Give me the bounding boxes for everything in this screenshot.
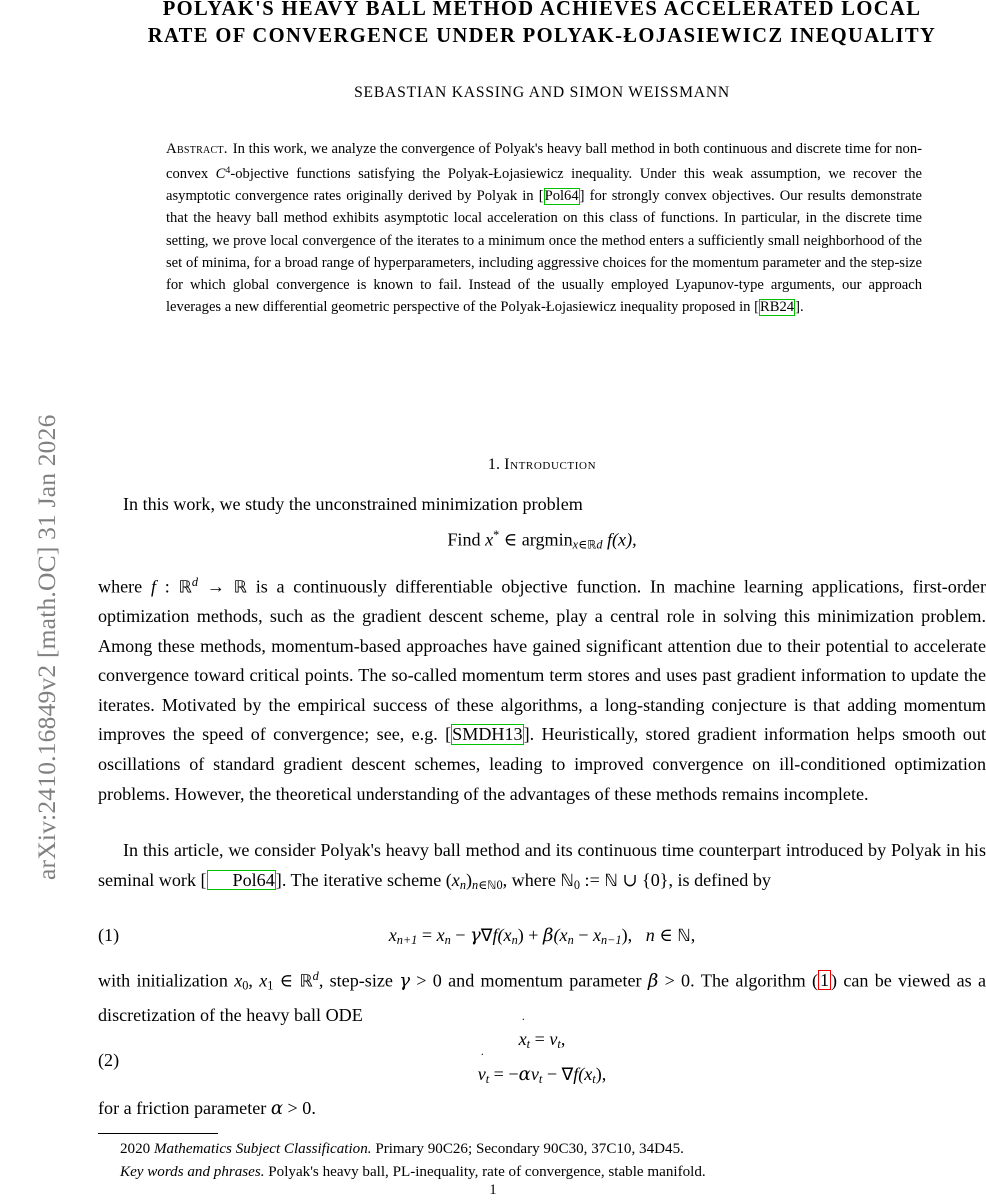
eq-find-sub-x: x	[572, 537, 579, 552]
abstract-text-part-2: -objective functions satisfying the Polyak-Łojasiewicz inequality. Under this weak assumption, we recover the asymptotic convergence rates originally derived by Polyak in	[166, 166, 922, 205]
math-seq-index-n: n	[472, 877, 479, 892]
math-beta-positive: > 0	[658, 970, 691, 991]
eq-find-argmin: argmin	[521, 529, 573, 550]
display-equation-1	[98, 925, 986, 948]
section-title: Introduction	[504, 455, 597, 473]
eq1-x: x	[388, 925, 397, 945]
eq2-minus-2: −	[542, 1064, 562, 1085]
math-seq-open: (	[445, 869, 452, 890]
eq2-x: x	[518, 1029, 527, 1049]
cite-bracket-open-smdh13: [	[445, 724, 452, 745]
math-gamma-positive: > 0	[410, 970, 442, 991]
author-list: SEBASTIAN KASSING AND SIMON WEISSMANN	[354, 84, 730, 101]
eq1-gamma: γ	[470, 925, 481, 946]
eq1-minus-2: −	[573, 925, 593, 945]
math-x0: x	[234, 970, 243, 991]
display-equation-find	[98, 528, 986, 553]
footnote-keywords	[120, 1161, 980, 1184]
eq2-nabla: ∇	[561, 1065, 574, 1086]
math-arrow: →	[198, 576, 234, 597]
eq1-cond-in: ∈	[654, 925, 678, 945]
cite-bracket-close-rb24: ].	[795, 298, 804, 315]
eq-find-sub-reals: ℝ	[587, 537, 597, 552]
eq1-equals: =	[417, 925, 437, 945]
para-friction-text-2: .	[311, 1098, 316, 1118]
abstract-text-part-3: for strongly convex objectives. Our results demonstrate that the heavy ball method exhibits asymptotic local acceleration on this class of functions. In particular, in the discrete time setting, we prove local convergence of the iterates to a minimum once the method enters a sufficiently small neighborhood of the set of minima, for a broad range of hyperparameters, including aggressive choices for the momentum parameter and the step-size for which global convergence is known to fail. Instead of the usually employed Lyapunov-type arguments, our approach leverages a new differential geometric perspective of the Polyak-Łojasiewicz inequality proposed in	[166, 188, 923, 315]
eq2-line1-end: ,	[560, 1029, 566, 1049]
eq-find-in: ∈	[503, 529, 518, 550]
eq2-x-sub: t	[526, 1037, 531, 1052]
math-reals-domain: ℝ	[178, 576, 192, 597]
eq1-xn-sub-3: n	[567, 933, 574, 948]
eq1-f: f	[492, 925, 498, 945]
math-beta-momentum: β	[647, 970, 659, 992]
para-article-text-2: . The iterative scheme	[281, 869, 446, 890]
eq1-xn: x	[436, 925, 445, 945]
eq1-close-2: ),	[621, 925, 633, 945]
math-alpha-positive: > 0	[283, 1098, 312, 1118]
citation-link-pol64[interactable]: Pol64	[544, 188, 579, 205]
math-alpha-friction: α	[270, 1098, 284, 1119]
footnote-keywords-label: Key words and phrases.	[120, 1163, 265, 1180]
eq-find-arg: (x),	[612, 529, 637, 550]
para-where-text-3: . Heuristically, stored gradient information helps smooth out oscillations of standard gradient descent schemes, leading to improved convergence on ill-conditioned optimization problems. However, the theoretical understanding of the advantages of these methods remains incomplete.	[98, 724, 986, 804]
section-heading-introduction	[98, 455, 986, 474]
paragraph-intro-lead: In this work, we study the unconstrained minimization problem	[123, 494, 583, 514]
eq2-vdot-sub: t	[485, 1072, 490, 1087]
dot-accent-v: ˙	[480, 1050, 485, 1066]
arxiv-stamp-text: arXiv:2410.16849v2 [math.OC] 31 Jan 2026	[32, 414, 61, 880]
paragraph-friction-parameter	[98, 1094, 986, 1124]
eq-find-star: *	[493, 528, 500, 542]
equation-2-tag: (2)	[98, 1050, 120, 1070]
footnote-keywords-text: Polyak's heavy ball, PL-inequality, rate of convergence, stable manifold.	[264, 1163, 706, 1180]
eq1-minus: −	[450, 925, 471, 945]
equation-1-tag: (1)	[98, 925, 120, 945]
eq1-open-xn: (x	[497, 925, 512, 945]
para-where-text-1: where	[98, 576, 151, 597]
equation-1-body	[98, 925, 986, 948]
para-article-text-3: , where	[502, 869, 561, 890]
equation-2-line-2	[98, 1050, 986, 1094]
math-assign: :=	[580, 869, 605, 890]
math-seq-index-naturals: ℕ	[487, 877, 497, 892]
math-naturals: ℕ	[604, 869, 618, 890]
eq1-xn-sub-2: n	[511, 933, 518, 948]
eq1-xn-sub: n	[444, 933, 451, 948]
eq2-open-xt: (x	[578, 1064, 593, 1085]
eq1-cond-naturals: ℕ	[677, 925, 691, 945]
math-in-2: ∈	[273, 970, 300, 991]
eq1-x-nm1: x	[593, 925, 602, 945]
math-seq-close: )	[465, 869, 473, 890]
eq-find-x: x	[485, 529, 494, 550]
eq-find-sub-d: d	[596, 537, 603, 552]
para-where-text-2: is a continuously differentiable objective function. In machine learning applications, first-order optimization methods, such as the gradient descent scheme, play a central role in solving this minimization problem. Among these methods, momentum-based approaches have gained significant attention due to their potential to accelerate convergence toward critical points. The so-called momentum term stores and uses past gradient information to update the iterates. Motivated by the empirical success of these algorithms, a long-standing conjecture is that adding momentum improves the speed of convergence; see, e.g.	[98, 576, 986, 745]
abstract-block	[166, 138, 922, 318]
eq1-close: )	[517, 925, 524, 945]
math-reals-init-dim: d	[312, 969, 319, 983]
eq2-minus-1: −	[508, 1064, 519, 1085]
math-seq-x: x	[451, 869, 460, 890]
eq2-xt-sub: t	[592, 1072, 596, 1087]
math-dim-d: d	[191, 575, 198, 589]
eq1-nabla: ∇	[480, 926, 493, 946]
math-colon: :	[155, 576, 179, 597]
eq2-v-sub: t	[557, 1037, 561, 1052]
citation-link-pol64-body[interactable]: Pol64	[207, 870, 276, 890]
para-with-text-4: . The algorithm (	[690, 970, 818, 991]
eq-find-sub-in: ∈	[578, 537, 588, 552]
math-seq-index-zero: 0	[496, 877, 503, 892]
math-x0-sub: 0	[242, 978, 249, 993]
math-seq-index-in: ∈	[478, 877, 488, 892]
title-line-2: RATE OF CONVERGENCE UNDER POLYAK-ŁOJASIEWICZ INEQUALITY	[147, 25, 937, 47]
eq2-v: v	[549, 1029, 558, 1049]
citation-link-rb24[interactable]: RB24	[760, 298, 795, 315]
eq2-vdot: v	[477, 1064, 486, 1085]
dot-accent-x: ˙	[521, 1014, 526, 1030]
math-zero-set: {0}	[642, 869, 669, 890]
math-cup: ∪	[617, 869, 643, 890]
page-title	[98, 0, 986, 50]
math-c4-exponent: 4	[225, 165, 231, 177]
para-with-text-5: ) can be viewed as a discretization of the heavy ball ODE	[98, 970, 986, 1026]
eq2-equals-1: =	[530, 1029, 550, 1049]
abstract-text-part-1: In this work, we analyze the convergence of Polyak's heavy ball method in both continuous and discrete time for non-convex	[166, 141, 922, 183]
equation-ref-link-1[interactable]: 1	[819, 970, 830, 991]
para-article-text-1: In this article, we consider Polyak's heavy ball method and its continuous time counterpart introduced by Polyak in his seminal work	[98, 840, 986, 890]
eq1-x-sub: n+1	[396, 933, 418, 948]
math-f: f	[150, 576, 156, 597]
eq-find-word: Find	[447, 529, 481, 550]
math-gamma-step: γ	[399, 970, 411, 992]
para-with-text-1: with initialization	[98, 970, 235, 991]
footnote-block	[120, 1138, 980, 1183]
footnote-msc-year: 2020	[120, 1141, 154, 1157]
eq1-cond-n: n	[645, 925, 655, 945]
section-number: 1.	[487, 455, 501, 473]
eq2-v2-sub: t	[538, 1072, 543, 1087]
footnote-msc	[120, 1138, 980, 1161]
eq2-equals-2: =	[489, 1064, 509, 1085]
math-naturals-zero: ℕ	[560, 869, 574, 890]
eq1-x-nm1-sub: n−1	[601, 933, 622, 948]
footnote-msc-label: Mathematics Subject Classification.	[153, 1141, 372, 1157]
abstract-heading: Abstract.	[166, 141, 228, 157]
cite-bracket-close-pol64: ]	[579, 188, 585, 205]
footnote-rule	[98, 1133, 218, 1134]
cite-bracket-close-smdh13: ]	[523, 724, 530, 745]
para-friction-text-1: for a friction parameter	[98, 1098, 271, 1118]
cite-bracket-open-pol64-body: [	[200, 869, 207, 890]
math-x1: x	[259, 970, 268, 991]
footnote-msc-text: Primary 90C26; Secondary 90C30, 37C10, 34D45.	[371, 1141, 684, 1157]
page-number: 1	[489, 1182, 497, 1198]
eq1-open-2: (x	[553, 925, 568, 945]
math-reals-codomain: ℝ	[233, 576, 247, 597]
math-comma: ,	[248, 970, 260, 991]
cite-bracket-open-pol64: [	[538, 188, 544, 205]
math-x1-sub: 1	[267, 978, 274, 993]
paragraph-in-this-article	[98, 836, 986, 900]
eq2-alpha: α	[518, 1064, 531, 1086]
paragraph-where-f	[98, 568, 986, 809]
eq2-v2: v	[530, 1064, 539, 1085]
display-equation-2	[98, 1014, 986, 1094]
eq1-plus: +	[523, 925, 544, 945]
eq1-cond-end: ,	[690, 925, 696, 945]
eq2-f: f	[573, 1064, 579, 1085]
eq-find-f: f	[607, 529, 613, 550]
equation-2-line-1	[98, 1014, 986, 1059]
para-with-text-3: and momentum parameter	[441, 970, 648, 991]
cite-bracket-open-rb24: [	[754, 298, 760, 315]
citation-link-smdh13[interactable]: SMDH13	[452, 724, 523, 745]
eq1-beta: β	[543, 925, 554, 946]
para-with-text-2: , step-size	[318, 970, 400, 991]
para-article-text-5: , is defined by	[668, 869, 771, 890]
math-c4: C	[215, 166, 226, 183]
title-line-1: POLYAK'S HEAVY BALL METHOD ACHIEVES ACCELERATED LOCAL	[162, 0, 922, 20]
eq2-close: ),	[595, 1064, 607, 1085]
math-naturals-zero-sub: 0	[573, 877, 581, 892]
cite-bracket-close-pol64-body: ]	[275, 869, 282, 890]
math-reals-init: ℝ	[299, 970, 313, 991]
math-seq-x-sub: n	[459, 877, 466, 892]
paragraph-with-initialization	[98, 962, 986, 1031]
